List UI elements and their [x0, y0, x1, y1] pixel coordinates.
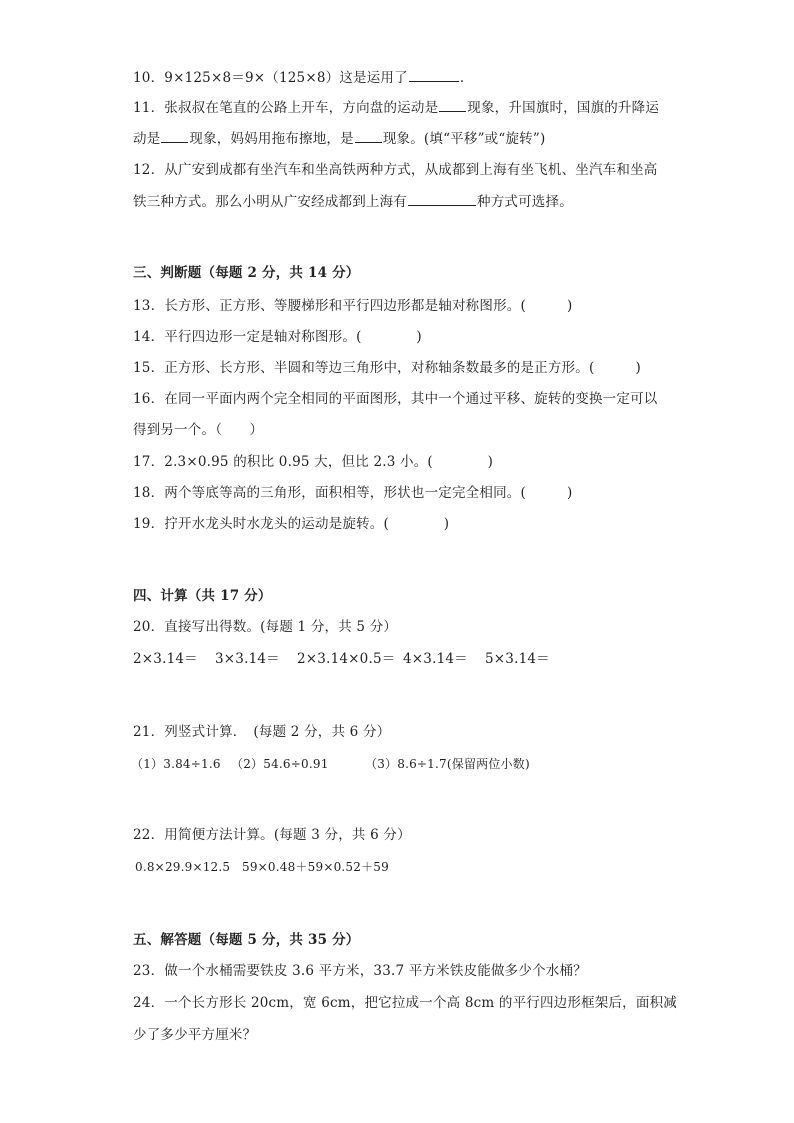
question-10-text: 10．9×125×8＝9×（125×8）这是运用了 — [133, 70, 408, 86]
calc-item: 0.8×29.9×12.5 — [135, 860, 231, 874]
answer-blank[interactable] — [439, 97, 466, 112]
question-14: 14．平行四边形一定是轴对称图形。( ) — [133, 329, 422, 345]
question-11-text-d: 现象，妈妈用拖布擦地，是 — [189, 131, 354, 147]
answer-blank[interactable] — [161, 128, 188, 143]
question-24-line-1: 24．一个长方形长 20cm，宽 6cm，把它拉成一个高 8cm 的平行四边形框架后，面积减 — [133, 995, 677, 1011]
answer-blank[interactable] — [408, 191, 476, 206]
section-5-heading: 五、解答题（每题 5 分，共 35 分） — [133, 932, 360, 948]
section-3-heading: 三、判断题（每题 2 分，共 14 分） — [133, 265, 360, 281]
question-24-line-2: 少了多少平方厘米？ — [133, 1027, 257, 1043]
calc-item: （1）3.84÷1.6 — [131, 757, 221, 771]
question-23: 23．做一个水桶需要铁皮 3.6 平方米，33.7 平方米铁皮能做多少个水桶？ — [133, 963, 587, 979]
answer-blank[interactable] — [409, 67, 459, 82]
section-4-heading: 四、计算（共 17 分） — [133, 588, 272, 604]
question-11-text-c: 动是 — [133, 131, 161, 147]
calc-item: 3×3.14＝ — [215, 651, 280, 667]
question-11-text-b: 现象，升国旗时，国旗的升降运 — [467, 100, 660, 116]
question-20-items — [133, 649, 550, 669]
question-11-text-a: 11．张叔叔在笔直的公路上开车，方向盘的运动是 — [133, 100, 439, 116]
question-22: 22．用简便方法计算。(每题 3 分，共 6 分） — [133, 827, 411, 843]
answer-blank[interactable] — [355, 128, 382, 143]
question-17: 17．2.3×0.95 的积比 0.95 大，但比 2.3 小。( ) — [133, 454, 494, 470]
question-12-text-a: 铁三种方式。那么小明从广安经成都到上海有 — [133, 194, 407, 210]
question-15: 15．正方形、长方形、半圆和等边三角形中，对称轴条数最多的是正方形。( ) — [133, 360, 642, 376]
calc-item: 2×3.14×0.5＝ — [297, 651, 396, 667]
calc-item: 2×3.14＝ — [133, 651, 198, 667]
calc-item: （3）8.6÷1.7(保留两位小数) — [365, 757, 530, 771]
calc-item: 5×3.14＝ — [485, 651, 550, 667]
question-20: 20．直接写出得数。(每题 1 分，共 5 分） — [133, 619, 398, 635]
question-12-text-b: 种方式可选择。 — [477, 194, 573, 210]
question-16-line-1: 16．在同一平面内两个完全相同的平面图形，其中一个通过平移、旋转的变换一定可以 — [133, 391, 658, 407]
question-18: 18．两个等底等高的三角形，面积相等，形状也一定完全相同。( ) — [133, 485, 573, 501]
question-13: 13．长方形、正方形、等腰梯形和平行四边形都是轴对称图形。( ) — [133, 298, 573, 314]
question-21: 21．列竖式计算． (每题 2 分，共 6 分） — [133, 724, 391, 740]
question-10 — [133, 67, 474, 88]
question-11-line-1 — [133, 97, 659, 118]
calc-item: （2）54.6÷0.91 — [231, 757, 329, 771]
question-19: 19．拧开水龙头时水龙头的运动是旋转。( ) — [133, 516, 450, 532]
question-11-text-e: 现象。(填“平移”或“旋转”) — [382, 131, 546, 147]
question-16-line-2: 得到另一个。（ ） — [133, 422, 264, 438]
question-11-line-2 — [133, 128, 545, 149]
question-21-items — [131, 754, 530, 774]
question-22-items — [135, 857, 389, 877]
question-12-line-1: 12．从广安到成都有坐汽车和坐高铁两种方式，从成都到上海有坐飞机、坐汽车和坐高 — [133, 162, 658, 178]
calc-item: 59×0.48＋59×0.52＋59 — [242, 860, 389, 874]
question-12-line-2 — [133, 191, 573, 212]
calc-item: 4×3.14＝ — [403, 651, 468, 667]
question-10-tail: ． — [459, 70, 474, 86]
